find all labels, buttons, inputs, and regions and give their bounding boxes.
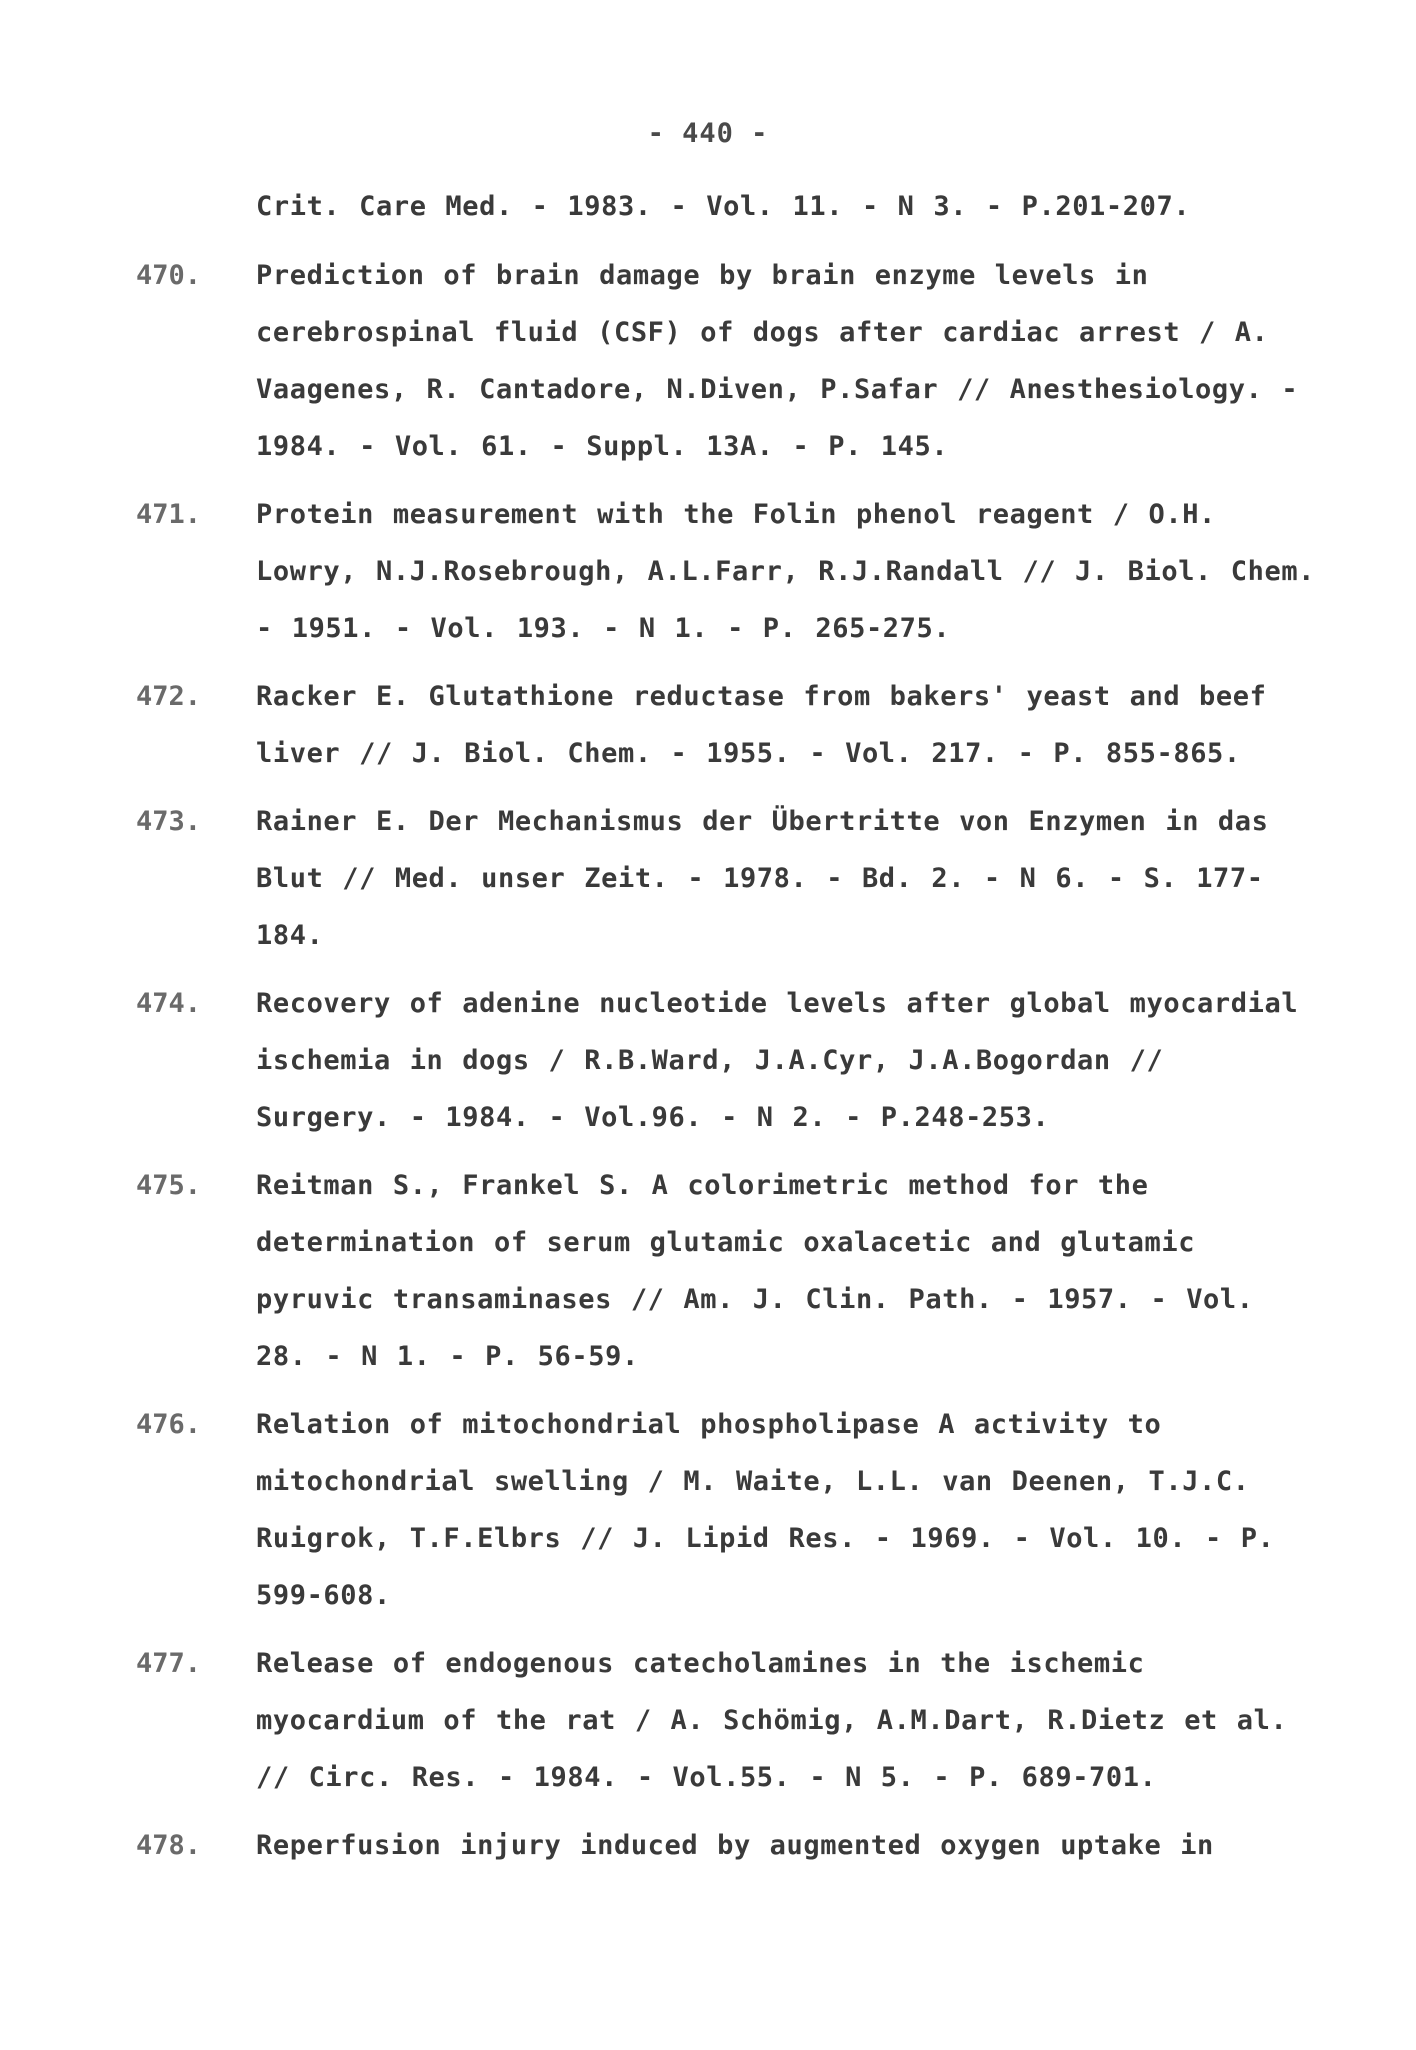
reference-text: Rainer E. Der Mechanismus der Übertritte von Enzymen in das Blut // Med. unser Zeit. - 1978. - Bd. 2. - N 6. - S. 177-184. xyxy=(256,806,1269,951)
reference-text: Release of endogenous catecholamines in the ischemic myocardium of the rat / A. Schömig, A.M.Dart, R.Dietz et al. // Circ. Res. - 1984. - Vol.55. - N 5. - P. 689-701. xyxy=(256,1648,1288,1793)
reference-number: 478. xyxy=(136,1830,202,1861)
reference-entry xyxy=(136,793,1316,964)
reference-number: 474. xyxy=(136,988,202,1019)
reference-number: 475. xyxy=(136,1170,202,1201)
reference-text: Protein measurement with the Folin phenol reagent / O.H. Lowry, N.J.Rosebrough, A.L.Farr, R.J.Randall // J. Biol. Chem. - 1951. - Vol. 193. - N 1. - P. 265-275. xyxy=(256,499,1316,644)
reference-entry xyxy=(136,668,1316,782)
reference-number: 471. xyxy=(136,499,202,530)
reference-number: 472. xyxy=(136,681,202,712)
reference-entry xyxy=(136,1817,1316,1874)
page-number: - 440 - xyxy=(647,118,769,149)
reference-text: Relation of mitochondrial phospholipase A activity to mitochondrial swelling / M. Waite, L.L. van Deenen, T.J.C. Ruigrok, T.F.Elbrs // J. Lipid Res. - 1969. - Vol. 10. - P. 599-608. xyxy=(256,1409,1275,1611)
reference-number: 470. xyxy=(136,260,202,291)
reference-list xyxy=(136,178,1316,1885)
reference-text: Reitman S., Frankel S. A colorimetric method for the determination of serum glutamic oxalacetic and glutamic pyruvic transaminases // Am. J. Clin. Path. - 1957. - Vol. 28. - N 1. - P. 56-59. xyxy=(256,1170,1254,1372)
reference-entry xyxy=(136,1396,1316,1624)
reference-text: Crit. Care Med. - 1983. - Vol. 11. - N 3. - P.201-207. xyxy=(256,191,1191,222)
reference-entry xyxy=(136,178,1316,235)
reference-entry xyxy=(136,975,1316,1146)
reference-text: Recovery of adenine nucleotide levels after global myocardial ischemia in dogs / R.B.Ward, J.A.Cyr, J.A.Bogordan // Surgery. - 1984. - Vol.96. - N 2. - P.248-253. xyxy=(256,988,1299,1133)
reference-text: Racker E. Glutathione reductase from bakers' yeast and beef liver // J. Biol. Chem. - 1955. - Vol. 217. - P. 855-865. xyxy=(256,681,1267,769)
reference-number: 476. xyxy=(136,1409,202,1440)
reference-entry xyxy=(136,1157,1316,1385)
reference-number: 477. xyxy=(136,1648,202,1679)
reference-entry xyxy=(136,486,1316,657)
reference-text: Prediction of brain damage by brain enzyme levels in cerebrospinal fluid (CSF) of dogs after cardiac arrest / A. Vaagenes, R. Cantadore, N.Diven, P.Safar // Anesthesiology. - 1984. - Vol. 61. - Suppl. 13A. - P. 145. xyxy=(256,260,1299,462)
reference-entry xyxy=(136,1635,1316,1806)
reference-entry xyxy=(136,247,1316,475)
reference-text: Reperfusion injury induced by augmented oxygen uptake in xyxy=(256,1830,1214,1861)
reference-number: 473. xyxy=(136,806,202,837)
